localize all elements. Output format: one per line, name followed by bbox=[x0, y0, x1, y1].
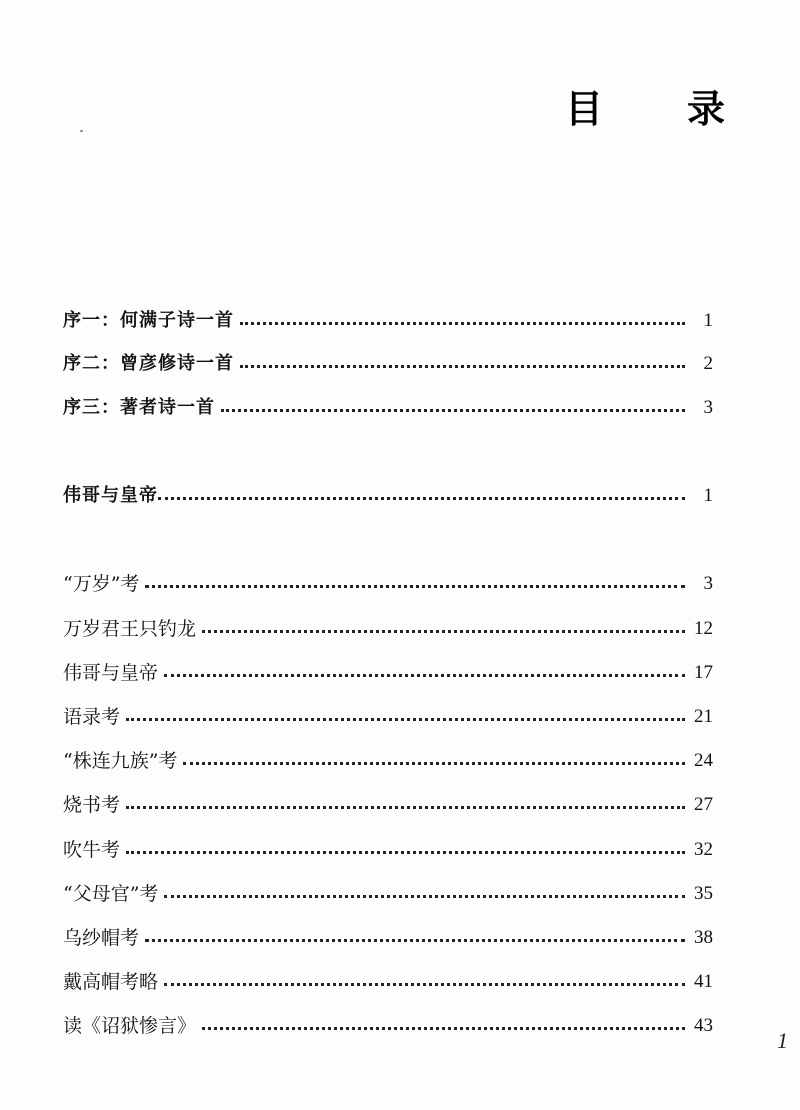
toc-entry-label: “万岁”考 bbox=[63, 573, 140, 595]
toc-entry-label: “株连九族”考 bbox=[63, 750, 178, 772]
toc-entry-page: 24 bbox=[694, 750, 713, 771]
toc-entry bbox=[63, 611, 713, 643]
toc-entry bbox=[63, 964, 713, 996]
page-title bbox=[565, 78, 725, 133]
dot-leader bbox=[145, 585, 685, 588]
print-speck bbox=[80, 130, 83, 132]
dot-leader bbox=[126, 806, 685, 809]
page-title-char-1: 目 bbox=[565, 87, 604, 131]
toc-entry-page: 3 bbox=[703, 573, 713, 594]
toc-entry bbox=[63, 832, 713, 864]
toc-entry-label: 乌纱帽考 bbox=[63, 927, 140, 949]
dot-leader bbox=[126, 718, 685, 721]
dot-leader bbox=[145, 939, 685, 942]
toc-entry-page: 35 bbox=[694, 883, 713, 904]
toc-entry-label: 吹牛考 bbox=[63, 839, 121, 861]
toc-entry-page: 38 bbox=[694, 927, 713, 948]
toc-section-heading bbox=[63, 478, 713, 510]
toc-entry-page: 43 bbox=[694, 1015, 713, 1036]
toc-entry-label: 戴高帽考略 bbox=[63, 971, 159, 993]
toc-entry-label: 读《诏狱惨言》 bbox=[63, 1015, 197, 1037]
toc-entry-preface-3 bbox=[63, 390, 713, 422]
dot-leader bbox=[126, 851, 685, 854]
toc-entry bbox=[63, 787, 713, 819]
toc-entry-page: 41 bbox=[694, 971, 713, 992]
toc-entry-label: 伟哥与皇帝 bbox=[63, 662, 159, 684]
toc-entry-label: 序一：何满子诗一首 bbox=[63, 310, 234, 331]
dot-leader bbox=[202, 630, 685, 633]
toc-entry-preface-2 bbox=[63, 346, 713, 378]
toc-entry-label: 烧书考 bbox=[63, 794, 121, 816]
toc-entry bbox=[63, 743, 713, 775]
dot-leader bbox=[158, 497, 685, 500]
toc-entry-page: 32 bbox=[694, 839, 713, 860]
dot-leader bbox=[240, 365, 685, 368]
toc-entry-page: 21 bbox=[694, 706, 713, 727]
toc-entry bbox=[63, 876, 713, 908]
toc-entry bbox=[63, 566, 713, 598]
dot-leader bbox=[240, 322, 685, 325]
toc-entry-label: 万岁君王只钓龙 bbox=[63, 618, 197, 640]
toc-entry-label: 序二：曾彦修诗一首 bbox=[63, 353, 234, 374]
toc-entry-page: 2 bbox=[703, 353, 713, 374]
page-folio-number: 1 bbox=[777, 1028, 788, 1053]
toc-entry-label: 序三：著者诗一首 bbox=[63, 397, 215, 418]
toc-entry-page: 1 bbox=[703, 485, 713, 506]
toc-entry-label: 语录考 bbox=[63, 706, 121, 728]
toc-entry-page: 27 bbox=[694, 794, 713, 815]
toc-entry-label: “父母官”考 bbox=[63, 883, 159, 905]
page-title-char-2: 录 bbox=[686, 87, 725, 131]
toc-entry bbox=[63, 699, 713, 731]
dot-leader bbox=[202, 1027, 685, 1030]
dot-leader bbox=[164, 983, 685, 986]
dot-leader bbox=[183, 762, 685, 765]
toc-entry-page: 3 bbox=[703, 397, 713, 418]
toc-entry bbox=[63, 920, 713, 952]
toc-entry-label: 伟哥与皇帝 bbox=[63, 485, 158, 506]
toc-entry-preface-1 bbox=[63, 303, 713, 335]
toc-entry-page: 17 bbox=[694, 662, 713, 683]
toc-entry bbox=[63, 1008, 713, 1040]
dot-leader bbox=[221, 409, 685, 412]
toc-entry-page: 12 bbox=[694, 618, 713, 639]
dot-leader bbox=[164, 674, 685, 677]
toc-entry-page: 1 bbox=[703, 310, 713, 331]
toc-entry bbox=[63, 655, 713, 687]
dot-leader bbox=[164, 895, 685, 898]
